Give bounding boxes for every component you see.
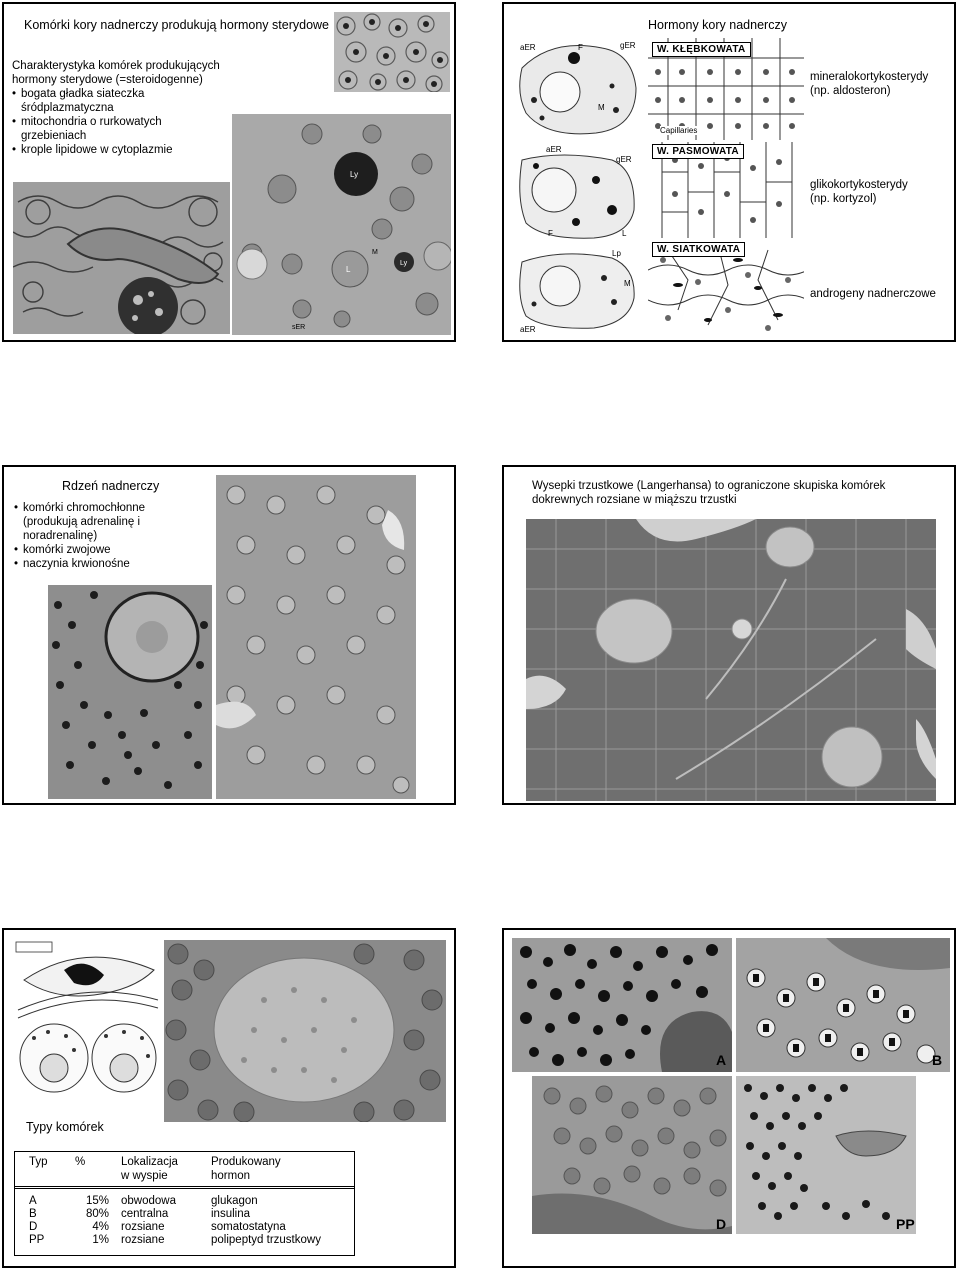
table-row: D 4% rozsiane somatostatyna [29,1221,286,1233]
slide-adrenal-cortex-cells [2,2,456,342]
em-panel-pp [736,1076,916,1234]
slide-title: Wysepki trzustkowe (Langerhansa) to ograniczone skupiska komórek dokrewnych rozsiane w miąższu trzustki [532,480,886,506]
table-row: PP 1% rozsiane polipeptyd trzustkowy [29,1234,321,1246]
zone-label: W. KŁĘBKOWATA [652,42,751,57]
hormone-label: mineralokortykosterydy (np. aldosteron) [810,71,929,97]
table-header: Lokalizacja w wyspie [121,1156,178,1182]
cell-types-table [14,1151,355,1255]
panel-label: B [932,1052,943,1068]
drawing-zona-reticularis-cell [516,242,640,336]
micrograph-pancreas-islets [526,519,936,801]
em-label: M [372,249,378,256]
panel-label: PP [896,1216,915,1232]
em-label: sER [292,324,306,331]
micrograph-adrenal-cortex [334,12,450,92]
table-header: Typ [29,1156,48,1168]
slide-adrenal-medulla [2,465,456,805]
drawing-zona-reticularis [648,240,804,336]
drawing-label: gER [620,41,636,50]
em-label: L [346,265,351,274]
slide-title: Hormony kory nadnerczy [648,18,787,32]
drawing-label: aER [520,43,536,52]
micrograph-ganglion-cell [48,585,212,799]
drawing-zona-glomerulosa [648,38,804,140]
table-row: A 15% obwodowa glukagon [29,1195,258,1207]
micrograph-chromaffin-cells [216,475,416,799]
table-row: B 80% centralna insulina [29,1208,250,1220]
drawing-label: aER [546,145,562,154]
drawing-label: gER [616,155,632,164]
drawing-zona-fasciculata-cell [516,140,640,240]
slide-subtitle: Charakterystyka komórek produkujących hormony sterydowe (=steroidogenne) [12,60,220,86]
em-panel-a [512,938,732,1072]
drawing-label: F [578,43,583,52]
feature-list [12,87,237,157]
table-header: Produkowany hormon [211,1156,281,1182]
capillaries-label: Capillaries [660,126,698,135]
drawing-label: M [598,103,605,112]
electron-micrograph-mitochondria [13,182,230,334]
list-item: • naczynia krwionośne [14,557,164,571]
zone-label: W. PASMOWATA [652,144,744,159]
em-label: Ly [400,260,408,267]
slide-adrenal-cortex-hormones [502,2,956,342]
list-item: • komórki chromochłonne (produkują adrenalinę i noradrenalinę) [14,501,164,543]
list-item: • mitochondria o rurkowatych grzebieniach [12,115,171,143]
em-panel-b [736,938,950,1072]
slide-pancreatic-islets [502,465,956,805]
table-header: % [75,1156,86,1168]
list-item: • bogata gładka siateczka śródplazmatyczna [12,87,237,115]
drawing-islet-development [14,940,164,1108]
em-label: Ly [350,170,359,179]
drawing-label: M [624,279,631,288]
panel-label: A [716,1052,727,1068]
electron-micrograph-steroidogenic-cell [232,114,451,335]
table-body [29,1195,327,1247]
cell-types-caption: Typy komórek [26,1120,104,1134]
table-body-box [14,1186,355,1256]
micrograph-pancreatic-islet [164,940,446,1122]
list-item: • krople lipidowe w cytoplazmie [12,143,237,157]
drawing-label: L [622,229,627,238]
drawing-label: aER [520,325,536,334]
feature-list [14,501,164,571]
slide-islet-cell-types [2,928,456,1268]
panel-label: D [716,1216,727,1232]
zone-label: W. SIATKOWATA [652,242,745,257]
slide-title: Rdzeń nadnerczy [62,479,160,493]
drawing-label: Lp [612,249,621,258]
slide-title: Komórki kory nadnerczy produkują hormony sterydowe [24,18,329,32]
drawing-zona-glomerulosa-cell [516,38,640,138]
list-item: • komórki zwojowe [14,543,164,557]
em-panel-d [532,1076,732,1234]
table-header-box [14,1151,355,1189]
hormone-label: androgeny nadnerczowe [810,288,936,300]
slide-islet-cell-electron-micrographs [502,928,956,1268]
drawing-zona-fasciculata [648,142,804,238]
hormone-label: glikokortykosterydy (np. kortyzol) [810,179,908,205]
drawing-label: F [548,229,553,238]
